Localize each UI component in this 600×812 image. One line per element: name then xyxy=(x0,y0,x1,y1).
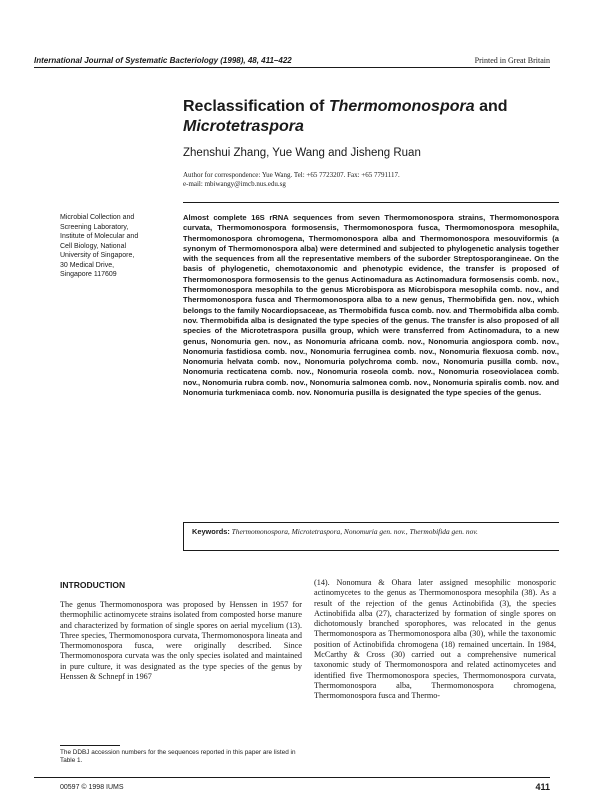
affiliation-line: 30 Medical Drive, xyxy=(60,261,115,269)
body-column-left: The genus Thermomonospora was proposed by Henssen in 1957 for thermophilic actinomycete strains isolated from composted horse manure and characterized by formation of single spores on aerial mycelium (13). Three species, Thermomonospora curvata, Thermomonospora lineata and Thermomonospora fusca, were originally described. Since Thermomonospora curvata was the only species isolated and maintained in pure culture, it was designated as the type species of the genus by Henssen & Schnepf in 1967 xyxy=(60,600,302,682)
keywords-label: Keywords: xyxy=(192,527,230,536)
header-rule xyxy=(34,67,550,68)
footnote-rule xyxy=(60,745,120,746)
affiliation xyxy=(60,213,172,280)
title-genus-2: Microtetraspora xyxy=(183,118,304,135)
correspondence-email: e-mail: mbiwangy@imcb.nus.edu.sg xyxy=(183,180,286,188)
affiliation-line: Microbial Collection and xyxy=(60,214,135,221)
keywords-top-rule xyxy=(183,522,559,523)
keywords xyxy=(192,527,568,537)
footer-code: 00597 © 1998 IUMS xyxy=(60,784,124,791)
keywords-text: Thermomonospora, Microtetraspora, Nonomuria gen. nov., Thermobifida gen. nov. xyxy=(231,527,478,536)
keywords-bottom-rule xyxy=(183,550,559,551)
title-text-2: and xyxy=(474,98,508,115)
journal-header: International Journal of Systematic Bacteriology (1998), 48, 411–422 xyxy=(34,56,292,65)
abstract: Almost complete 16S rRNA sequences from seven Thermomonospora strains, Thermomonospora curvata, Thermomonospora formosensis, Thermomonospora fusca, Thermomonospora mesophila, Thermomonospora chromogena, Thermomonospora alba and Thermomonospora mesouviformis (a synonym of Thermomonospora alba) were determined and subjected to phylogenetic analysis together with the sequences from all the representative members of the suborder Streptosporangineae. On the basis of phylogenetic, chemotaxonomic and phenotypic evidence, the transfer is proposed of Thermomonospora formosensis to the genus Actinomadura as Actinomadura formosensis comb. nov., Thermomonospora mesophila to the genus Microbispora as Microbispora mesophila comb. nov., and Thermomonospora fusca and Thermomonospora alba to a new genus, Thermobifida gen. nov., which belongs to the family Nocardiopsaceae, as Thermobifida fusca comb. nov. and Thermobifida alba comb. nov. Thermobifida alba is designated the type species of the genus. The transfer is also proposed of all species of the Microtetraspora pusilla group, which were transferred from Actinomadura, to a new genus, Nonomuria gen. nov., as Nonomuria africana comb. nov., Nonomuria angiospora comb. nov., Nonomuria fastidiosa comb. nov., Nonomuria ferruginea comb. nov., Nonomuria flexuosa comb. nov., Nonomuria helvata comb. nov., Nonomuria polychroma comb. nov., Nonomuria pusilla comb. nov., Nonomuria recticatena comb. nov., Nonomuria roseola comb. nov., Nonomuria roseoviolacea comb. nov., Nonomuria rubra comb. nov., Nonomuria salmonea comb. nov., Nonomuria spiralis comb. nov. and Nonomuria turkmeniaca comb. nov. Nonomuria pusilla is designated the type species of the genus. xyxy=(183,213,559,398)
body-column-right: (14). Nonomura & Ohara later assigned mesophilic monosporic actinomycetes to the genus as Thermomonospora mesophila (38). As a result of the rejection of the genus Actinobifida (3), the species Actinobifida alba (27), characterized by formation of single spores on dichotomously branched sporophores, was relocated in the genus Thermomonospora as Thermomonospora alba (30), while the taxonomic position of Actinobifida chromogena (18) remained uncertain. In 1984, McCarthy & Cross (30) carried out a comprehensive numerical taxonomic study of Thermomonospora and related actinomycetes and identified five Thermomonospora species, Thermomonospora curvata, Thermomonospora alba, Thermomonospora chromogena, Thermomonospora fusca and Thermo- xyxy=(314,578,556,701)
keywords-side-rule xyxy=(183,522,184,550)
authors: Zhenshui Zhang, Yue Wang and Jisheng Ruan xyxy=(183,147,421,159)
printed-note: Printed in Great Britain xyxy=(474,56,550,65)
correspondence-line: Author for correspondence: Yue Wang. Tel: +65 7723207. Fax: +65 7791117. xyxy=(183,171,400,179)
section-heading-introduction: INTRODUCTION xyxy=(60,580,126,590)
abstract-top-rule xyxy=(183,202,559,203)
affiliation-line: Screening Laboratory, xyxy=(60,223,129,231)
affiliation-line: Singapore 117609 xyxy=(60,271,117,278)
page-number: 411 xyxy=(535,782,550,792)
footnote: The DDBJ accession numbers for the sequences reported in this paper are listed in Table 1. xyxy=(60,749,296,764)
correspondence xyxy=(183,171,400,189)
affiliation-line: University of Singapore, xyxy=(60,252,135,259)
title-genus-1: Thermomonospora xyxy=(328,98,475,115)
title-text-1: Reclassification of xyxy=(183,98,329,115)
page-title xyxy=(183,97,563,137)
affiliation-line: Cell Biology, National xyxy=(60,242,127,250)
affiliation-line: Institute of Molecular and xyxy=(60,233,139,240)
footer-rule xyxy=(34,777,550,778)
